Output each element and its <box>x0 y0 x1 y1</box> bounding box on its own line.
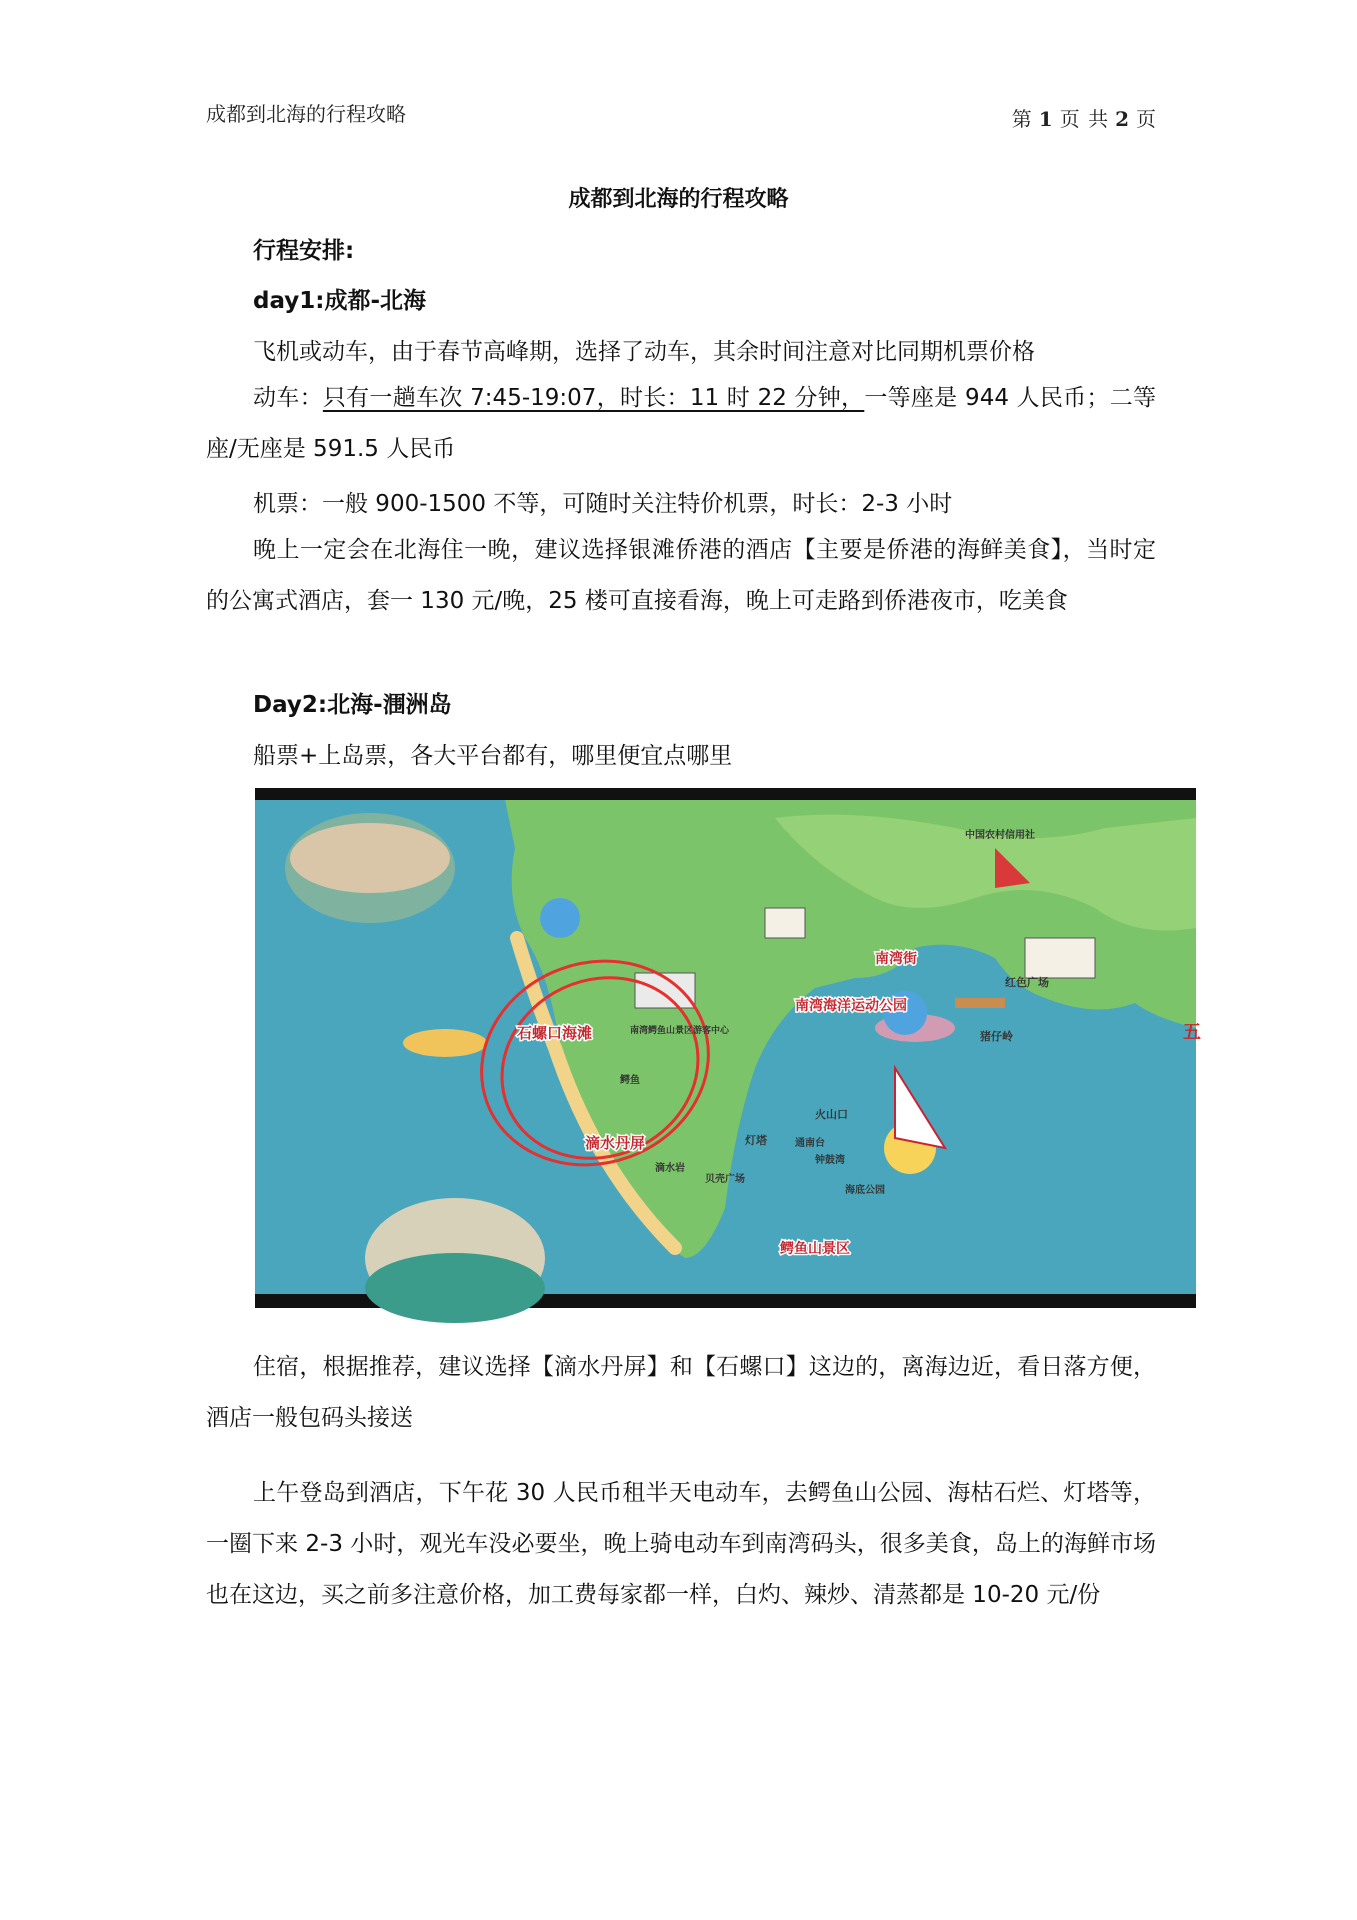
page-mid: 页 共 <box>1059 107 1110 131</box>
map-label-wuli: 五 <box>1183 1022 1201 1043</box>
page-number <box>1012 103 1157 132</box>
day2-heading: Day2:北海-涠洲岛 <box>253 692 452 718</box>
day1-paragraph-hotel: 晚上一定会在北海住一晚，建议选择银滩侨港的酒店【主要是侨港的海鲜美食】，当时定的公寓式酒店，套一 130 元/晚，25 楼可直接看海，晚上可走路到侨港夜市，吃美食 <box>206 537 1156 614</box>
map-label-nanwanjie: 南湾街 <box>875 951 917 967</box>
itinerary-heading: 行程安排: <box>253 238 355 264</box>
map-label-youke: 南湾鳄鱼山景区游客中心 <box>630 1026 730 1036</box>
map-label-dishuiyan: 滴水岩 <box>655 1163 685 1174</box>
day1-paragraph-flight: 机票：一般 900-1500 不等，可随时关注特价机票，时长：2-3 小时 <box>253 491 953 517</box>
map-label-beiyan: 贝壳广场 <box>705 1174 745 1185</box>
train-schedule: 只有一趟车次 7:45-19:07，时长：11 时 22 分钟， <box>322 385 865 411</box>
page-suffix: 页 <box>1136 107 1157 131</box>
map-label-zhonghe: 钟鼓湾 <box>815 1155 845 1166</box>
page-prefix: 第 <box>1011 107 1033 131</box>
page-current: 1 <box>1038 107 1054 131</box>
document-title: 成都到北海的行程攻略 <box>568 187 789 212</box>
map-label-hongse: 红色广场 <box>1005 976 1049 989</box>
map-label-nongcun: 中国农村信用社 <box>965 830 1035 841</box>
weizhou-island-map <box>255 788 1201 1308</box>
map-label-shiluokou: 石螺口海滩 <box>517 1024 593 1042</box>
map-label-zhuzailing: 猪仔岭 <box>980 1030 1013 1043</box>
map-label-eyushan: 鳄鱼山景区 <box>780 1241 850 1257</box>
running-header-title: 成都到北海的行程攻略 <box>206 102 406 126</box>
page-total: 2 <box>1115 107 1130 131</box>
map-label-yuechang: 鳄鱼 <box>620 1075 640 1086</box>
day1-paragraph-transport: 飞机或动车，由于春节高峰期，选择了动车，其余时间注意对比同期机票价格 <box>253 339 1035 365</box>
day2-paragraph-activities: 上午登岛到酒店，下午花 30 人民币租半天电动车，去鳄鱼山公园、海枯石烂、灯塔等，一圈下来 2-3 小时，观光车没必要坐，晚上骑电动车到南湾码头，很多美食，岛上的海鲜市场也在这边，买之前多注意价格，加工费每家都一样，白灼、辣炒、清蒸都是 10-20 元/份 <box>206 1480 1156 1608</box>
map-label-haidi: 海底公园 <box>845 1185 885 1196</box>
day2-paragraph-lodging: 住宿，根据推荐，建议选择【滴水丹屏】和【石螺口】这边的，离海边近，看日落方便，酒店一般包码头接送 <box>206 1354 1156 1431</box>
train-label: 动车： <box>253 385 323 411</box>
day2-paragraph-tickets: 船票+上岛票，各大平台都有，哪里便宜点哪里 <box>253 743 733 769</box>
map-label-nanwan-park: 南湾海洋运动公园 <box>795 998 907 1014</box>
map-label-huoshankou: 火山口 <box>815 1108 848 1121</box>
map-label-tongnan: 通南台 <box>795 1138 825 1149</box>
day1-heading: day1:成都-北海 <box>253 288 427 314</box>
day1-paragraph-train <box>206 373 1156 475</box>
map-label-dengta: 灯塔 <box>745 1134 767 1147</box>
map-label-dishui: 滴水丹屏 <box>585 1134 646 1152</box>
train-prices: 一等座是 944 人民币；二等座/无座是 591.5 人民币 <box>206 385 1156 462</box>
